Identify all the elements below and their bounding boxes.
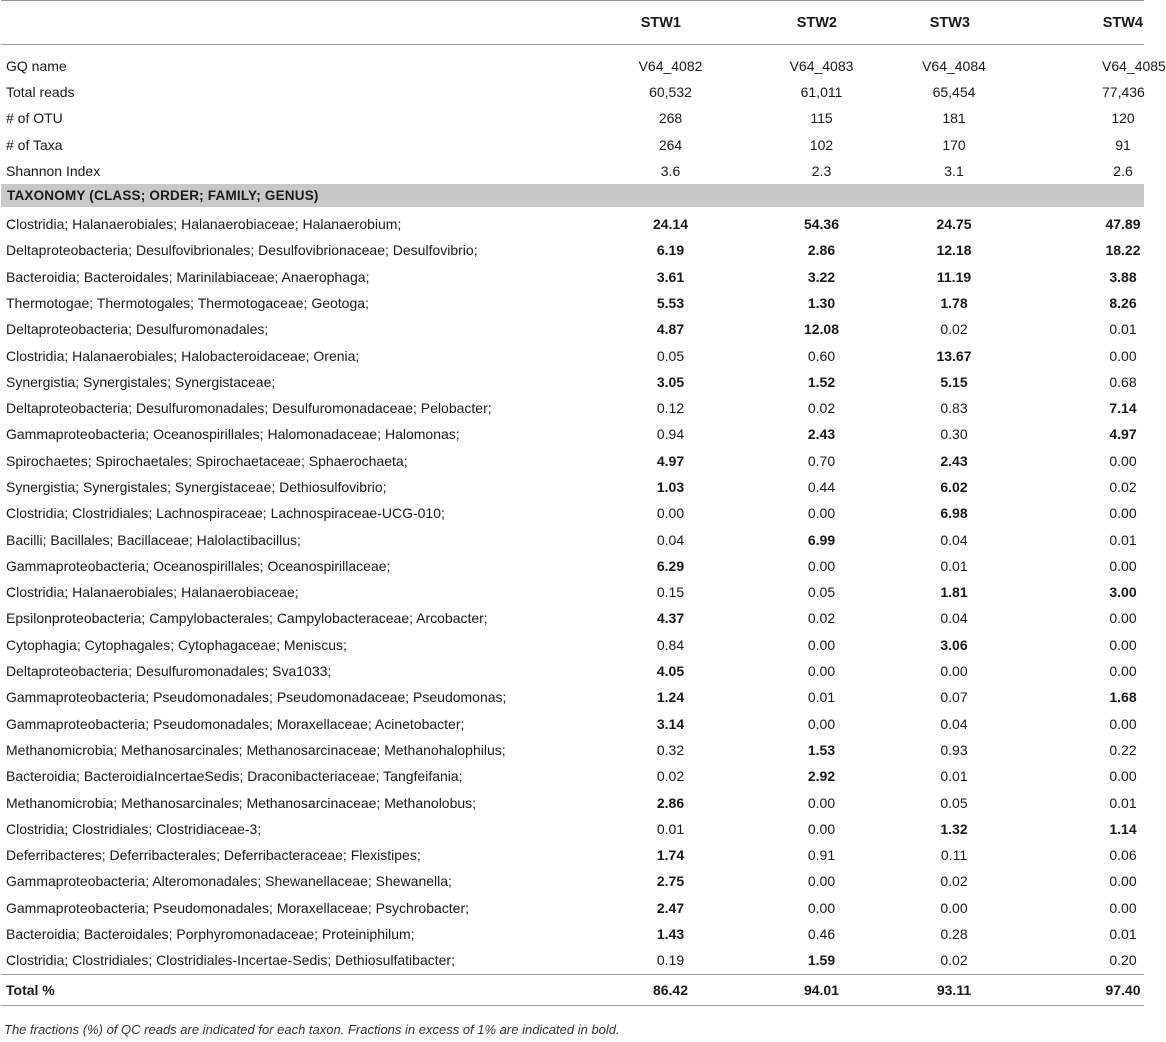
cell-value: 115: [810, 110, 833, 127]
column-header: STW1: [584, 1, 747, 45]
cell-value: 3.06: [940, 636, 968, 653]
cell-value: 4.87: [656, 321, 685, 338]
taxon-row: [1, 789, 1144, 815]
row-label: Shannon Index: [6, 163, 101, 180]
taxon-row: [1, 921, 1144, 947]
taxon-row: [1, 342, 1144, 368]
cell-value: 0.94: [656, 426, 685, 443]
cell-value: 0.02: [807, 610, 836, 627]
cell-value: 0.91: [807, 847, 836, 864]
cell-value: 0.02: [940, 873, 968, 890]
cell-value: 0.00: [1109, 557, 1137, 574]
cell-value: 3.1: [944, 163, 964, 180]
cell-value: 2.3: [811, 163, 832, 180]
cell-value: 0.00: [1109, 636, 1137, 653]
cell-value: 0.00: [1109, 899, 1137, 916]
taxon-row: [1, 448, 1144, 474]
row-label: Total %: [1, 974, 584, 1005]
column-header: STW4: [1012, 1, 1144, 45]
cell-value: 0.04: [940, 610, 968, 627]
cell-value: 6.99: [807, 531, 836, 548]
cell-value: 6.19: [656, 242, 685, 259]
cell-value: 0.46: [807, 926, 836, 943]
taxon-row: [1, 632, 1144, 658]
cell-value: 65,454: [932, 84, 976, 101]
cell-value: 0.00: [1109, 505, 1137, 522]
row-label: Clostridia; Halanaerobiales; Halanaerobiaceae; Halanaerobium;: [6, 216, 402, 233]
row-label: Clostridia; Clostridiales; Lachnospiraceae; Lachnospiraceae-UCG-010;: [6, 505, 445, 522]
cell-value: 0.00: [1109, 873, 1137, 890]
cell-value: 0.00: [807, 505, 836, 522]
cell-value: 11.19: [936, 268, 972, 285]
cell-value: 1.43: [656, 926, 685, 943]
row-label: Gammaproteobacteria; Oceanospirillales; Halomonadaceae; Halomonas;: [6, 426, 460, 443]
cell-value: 0.06: [1109, 847, 1137, 864]
cell-value: V64_4084: [922, 58, 986, 74]
cell-value: 7.14: [1109, 400, 1137, 417]
cell-value: 0.00: [807, 557, 836, 574]
cell-value: 1.68: [1109, 689, 1137, 706]
cell-value: 0.19: [656, 952, 685, 969]
cell-value: 24.14: [652, 216, 689, 233]
taxon-row: [1, 207, 1144, 237]
taxon-row: [1, 500, 1144, 526]
row-label: GQ name: [6, 58, 67, 74]
cell-value: 13.67: [936, 347, 972, 364]
cell-value: 0.00: [1109, 768, 1137, 785]
cell-value: 0.01: [1109, 531, 1137, 548]
row-label: Deferribacteres; Deferribacterales; Deferribacteraceae; Flexistipes;: [6, 847, 421, 864]
cell-value: 54.36: [803, 216, 840, 233]
taxon-row: [1, 553, 1144, 579]
cell-value: 0.04: [656, 531, 685, 548]
cell-value: 0.00: [807, 636, 836, 653]
cell-value: 0.32: [656, 741, 685, 758]
taxon-row: [1, 684, 1144, 710]
taxon-row: [1, 605, 1144, 631]
row-label: Bacteroidia; BacteroidiaIncertaeSedis; Draconibacteriaceae; Tangfeifania;: [6, 768, 463, 785]
taxon-row: [1, 579, 1144, 605]
taxon-row: [1, 421, 1144, 447]
cell-value: V64_4085: [1102, 58, 1166, 74]
cell-value: 170: [942, 136, 966, 153]
cell-value: 93.11: [880, 974, 1012, 1005]
row-label: Gammaproteobacteria; Pseudomonadales; Moraxellaceae; Acinetobacter;: [6, 715, 465, 732]
row-label: Gammaproteobacteria; Oceanospirillales; Oceanospirillaceae;: [6, 557, 391, 574]
cell-value: 6.29: [656, 557, 685, 574]
cell-value: 2.86: [656, 794, 685, 811]
total-row: [1, 974, 1144, 1005]
cell-value: 0.01: [1109, 321, 1137, 338]
row-label: Synergistia; Synergistales; Synergistaceae; Dethiosulfovibrio;: [6, 479, 387, 495]
cell-value: 4.97: [656, 452, 685, 469]
cell-value: 47.89: [1105, 216, 1141, 233]
row-label: Clostridia; Halanaerobiales; Halanaerobiaceae;: [6, 584, 299, 601]
row-label: Gammaproteobacteria; Alteromonadales; Shewanellaceae; Shewanella;: [6, 873, 452, 890]
cell-value: 0.00: [807, 899, 836, 916]
stat-row: [1, 132, 1144, 158]
stat-row: [1, 158, 1144, 184]
cell-value: 3.00: [1109, 584, 1137, 601]
cell-value: 91: [1115, 136, 1131, 153]
taxon-row: [1, 947, 1144, 974]
cell-value: 1.78: [940, 294, 968, 311]
cell-value: 0.05: [807, 584, 836, 601]
cell-value: 0.93: [940, 741, 968, 758]
row-label: # of Taxa: [6, 136, 63, 153]
cell-value: 94.01: [747, 974, 880, 1005]
row-label: Deltaproteobacteria; Desulfuromonadales; Sva1033;: [6, 663, 332, 680]
cell-value: 264: [658, 136, 683, 153]
row-label: Methanomicrobia; Methanosarcinales; Methanosarcinaceae; Methanohalophilus;: [6, 741, 506, 758]
cell-value: 0.00: [1109, 610, 1137, 627]
cell-value: 5.53: [656, 294, 685, 311]
cell-value: 0.04: [940, 715, 968, 732]
cell-value: 1.52: [807, 373, 836, 390]
cell-value: 3.6: [660, 163, 681, 180]
cell-value: 1.30: [807, 294, 836, 311]
cell-value: 2.75: [656, 873, 685, 890]
cell-value: 0.07: [940, 689, 968, 706]
row-label: Epsilonproteobacteria; Campylobacterales; Campylobacteraceae; Arcobacter;: [6, 610, 488, 627]
row-label: Synergistia; Synergistales; Synergistaceae;: [6, 373, 276, 390]
cell-value: 0.00: [807, 873, 836, 890]
cell-value: V64_4083: [789, 58, 854, 74]
cell-value: 0.84: [656, 636, 685, 653]
cell-value: 0.00: [940, 899, 968, 916]
taxon-row: [1, 737, 1144, 763]
cell-value: 0.05: [656, 347, 685, 364]
cell-value: 2.6: [1113, 163, 1133, 180]
taxonomy-table: [1, 0, 1166, 1006]
cell-value: 0.12: [656, 400, 685, 417]
row-label: Clostridia; Clostridiales; Clostridiales-Incertae-Sedis; Dethiosulfatibacter;: [6, 952, 455, 969]
taxon-row: [1, 868, 1144, 894]
taxon-row: [1, 526, 1144, 552]
taxon-row: [1, 316, 1144, 342]
cell-value: 3.05: [656, 373, 685, 390]
cell-value: 102: [809, 136, 834, 153]
table-footnote: The fractions (%) of QC reads are indicated for each taxon. Fractions in excess of 1% are indicated in bold.: [4, 1022, 620, 1037]
row-label: Clostridia; Clostridiales; Clostridiaceae-3;: [6, 820, 262, 837]
column-header: STW3: [880, 1, 1012, 45]
cell-value: 2.43: [940, 452, 968, 469]
cell-value: 0.00: [807, 663, 836, 680]
cell-value: 2.86: [807, 242, 836, 259]
cell-value: 3.88: [1109, 268, 1137, 285]
stat-row: [1, 105, 1144, 131]
taxon-row: [1, 237, 1144, 263]
cell-value: 0.83: [940, 400, 968, 417]
cell-value: 2.43: [807, 426, 836, 443]
cell-value: 0.05: [940, 794, 968, 811]
cell-value: 0.11: [940, 847, 968, 864]
cell-value: 4.37: [656, 610, 685, 627]
cell-value: 0.02: [940, 952, 968, 969]
table-body: [1, 45, 1166, 1006]
taxon-row: [1, 290, 1144, 316]
cell-value: 12.18: [936, 242, 972, 259]
row-label: Thermotogae; Thermotogales; Thermotogaceae; Geotoga;: [6, 294, 369, 311]
cell-value: 12.08: [803, 321, 840, 338]
row-label: Bacilli; Bacillales; Bacillaceae; Halolactibacillus;: [6, 531, 301, 548]
cell-value: 6.02: [940, 479, 968, 495]
row-label: Clostridia; Halanaerobiales; Halobacteroidaceae; Orenia;: [6, 347, 360, 364]
cell-value: 0.00: [1109, 347, 1137, 364]
cell-value: 0.60: [807, 347, 836, 364]
cell-value: 24.75: [936, 216, 972, 233]
cell-value: 0.30: [940, 426, 968, 443]
cell-value: 0.15: [656, 584, 685, 601]
cell-value: 18.22: [1105, 242, 1141, 259]
cell-value: 5.15: [940, 373, 968, 390]
cell-value: 3.14: [656, 715, 685, 732]
taxon-row: [1, 395, 1144, 421]
taxon-row: [1, 763, 1144, 789]
stat-row: [1, 79, 1144, 105]
cell-value: 1.32: [940, 820, 968, 837]
cell-value: 0.01: [940, 768, 968, 785]
cell-value: 0.22: [1109, 741, 1137, 758]
cell-value: 3.61: [656, 268, 685, 285]
cell-value: 77,436: [1102, 84, 1145, 101]
cell-value: 0.02: [940, 321, 968, 338]
cell-value: 0.00: [1109, 715, 1137, 732]
cell-value: 1.24: [656, 689, 685, 706]
taxon-row: [1, 658, 1144, 684]
cell-value: 4.05: [656, 663, 685, 680]
header-row: [1, 1, 1144, 45]
cell-value: 4.97: [1109, 426, 1137, 443]
cell-value: 61,011: [800, 84, 843, 101]
row-label: Gammaproteobacteria; Pseudomonadales; Pseudomonadaceae; Pseudomonas;: [6, 689, 507, 706]
cell-value: 120: [1111, 110, 1135, 127]
row-label: Total reads: [6, 84, 75, 101]
cell-value: 0.02: [807, 400, 836, 417]
taxon-row: [1, 369, 1144, 395]
taxon-row: [1, 895, 1144, 921]
cell-value: 0.01: [807, 689, 836, 706]
cell-value: 8.26: [1109, 294, 1137, 311]
cell-value: 0.02: [1109, 479, 1137, 495]
cell-value: 60,532: [649, 84, 692, 101]
cell-value: 6.98: [940, 505, 968, 522]
cell-value: 1.74: [656, 847, 685, 864]
cell-value: 1.59: [807, 952, 836, 969]
cell-value: 0.00: [807, 715, 836, 732]
row-label: Cytophagia; Cytophagales; Cytophagaceae; Meniscus;: [6, 636, 347, 653]
row-label: Methanomicrobia; Methanosarcinales; Methanosarcinaceae; Methanolobus;: [6, 794, 477, 811]
column-header: STW2: [747, 1, 880, 45]
cell-value: 0.01: [940, 557, 968, 574]
cell-value: 0.01: [1109, 794, 1137, 811]
row-label: Deltaproteobacteria; Desulfovibrionales; Desulfovibrionaceae; Desulfovibrio;: [6, 242, 478, 259]
cell-value: 2.47: [656, 899, 685, 916]
stat-row: [1, 45, 1144, 80]
cell-value: 2.92: [807, 768, 836, 785]
row-label: Spirochaetes; Spirochaetales; Spirochaetaceae; Sphaerochaeta;: [6, 452, 408, 469]
cell-value: 0.68: [1109, 373, 1137, 390]
section-header-row: [1, 184, 1144, 207]
cell-value: 0.28: [940, 926, 968, 943]
cell-value: 0.04: [940, 531, 968, 548]
cell-value: 1.81: [940, 584, 968, 601]
cell-value: 0.00: [1109, 452, 1137, 469]
cell-value: 0.00: [807, 794, 836, 811]
section-title: TAXONOMY (CLASS; ORDER; FAMILY; GENUS): [1, 184, 1144, 207]
cell-value: 0.01: [656, 820, 685, 837]
cell-value: 1.53: [807, 741, 836, 758]
row-label: # of OTU: [6, 110, 63, 127]
cell-value: 97.40: [1012, 974, 1144, 1005]
cell-value: 268: [658, 110, 683, 127]
row-label: Bacteroidia; Bacteroidales; Marinilabiaceae; Anaerophaga;: [6, 268, 370, 285]
cell-value: 181: [942, 110, 966, 127]
cell-value: 0.00: [940, 663, 968, 680]
cell-value: 0.20: [1109, 952, 1137, 969]
cell-value: 0.44: [807, 479, 836, 495]
row-label: Deltaproteobacteria; Desulfuromonadales; Desulfuromonadaceae; Pelobacter;: [6, 400, 492, 417]
cell-value: 0.00: [1109, 663, 1137, 680]
cell-value: 1.14: [1109, 820, 1137, 837]
cell-value: 0.00: [807, 820, 836, 837]
taxon-row: [1, 816, 1144, 842]
row-label: Deltaproteobacteria; Desulfuromonadales;: [6, 321, 269, 338]
cell-value: 3.22: [807, 268, 836, 285]
cell-value: 0.70: [807, 452, 836, 469]
cell-value: 86.42: [584, 974, 747, 1005]
cell-value: 0.02: [656, 768, 685, 785]
header-blank: [1, 1, 584, 45]
row-label: Gammaproteobacteria; Pseudomonadales; Moraxellaceae; Psychrobacter;: [6, 899, 470, 916]
taxon-row: [1, 474, 1144, 500]
taxon-row: [1, 842, 1144, 868]
cell-value: V64_4082: [638, 58, 703, 74]
taxon-row: [1, 263, 1144, 289]
cell-value: 0.00: [656, 505, 685, 522]
taxon-row: [1, 711, 1144, 737]
cell-value: 1.03: [656, 479, 685, 495]
cell-value: 0.01: [1109, 926, 1137, 943]
row-label: Bacteroidia; Bacteroidales; Porphyromonadaceae; Proteiniphilum;: [6, 926, 415, 943]
